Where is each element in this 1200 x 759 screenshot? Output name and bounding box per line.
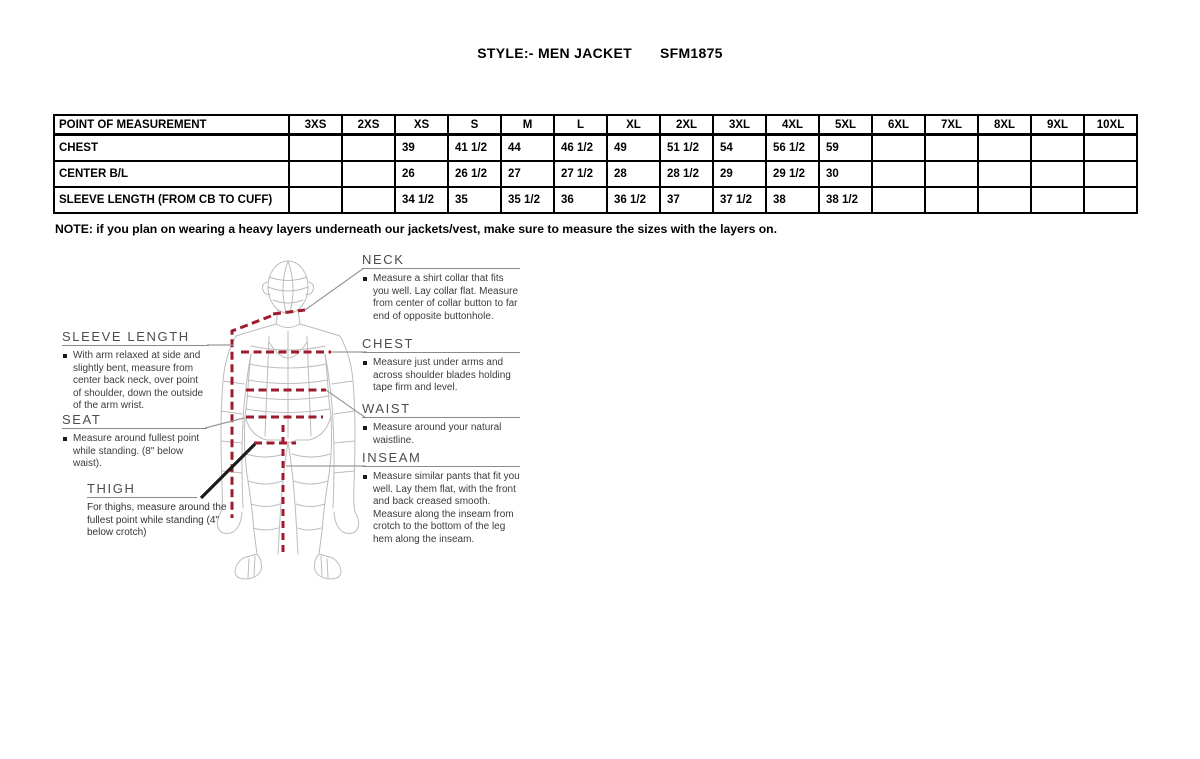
- size-cell: [978, 135, 1031, 162]
- size-cell: 41 1/2: [448, 135, 501, 162]
- size-cell: [925, 161, 978, 187]
- size-cell: [1031, 187, 1084, 213]
- chest-label-block: [362, 336, 520, 395]
- inseam-body: [362, 471, 520, 546]
- size-cell: 39: [395, 135, 448, 162]
- size-cell: 27: [501, 161, 554, 187]
- size-cell: 46 1/2: [554, 135, 607, 162]
- size-column-header: 3XL: [713, 115, 766, 135]
- size-cell: 54: [713, 135, 766, 162]
- size-cell: [289, 161, 342, 187]
- waist-description: Measure around your natural waistline.: [373, 422, 502, 446]
- size-column-header: 6XL: [872, 115, 925, 135]
- sleeve-length-body: [62, 350, 209, 413]
- neck-body: [362, 273, 520, 323]
- size-column-header: S: [448, 115, 501, 135]
- bullet-icon: [363, 475, 367, 479]
- size-table-header-row: [54, 115, 1137, 135]
- size-cell: 49: [607, 135, 660, 162]
- size-cell: [1031, 161, 1084, 187]
- note-text: NOTE: if you plan on wearing a heavy layers underneath our jackets/vest, make sure to measure the sizes with the layers on.: [55, 222, 778, 236]
- style-code: SFM1875: [659, 45, 723, 61]
- size-cell: [925, 187, 978, 213]
- size-cell: [872, 187, 925, 213]
- size-cell: [872, 161, 925, 187]
- seat-description: Measure around fullest point while standing. (8" below waist).: [73, 433, 200, 469]
- size-cell: [342, 161, 395, 187]
- size-table: [53, 114, 1138, 214]
- column-header-point-of-measurement: POINT OF MEASUREMENT: [54, 115, 289, 135]
- thigh-label-block: [87, 481, 237, 540]
- seat-heading: SEAT: [62, 412, 207, 429]
- size-cell: [289, 187, 342, 213]
- measurement-row-label: CHEST: [54, 135, 289, 162]
- waist-heading: WAIST: [362, 401, 520, 418]
- bullet-icon: [63, 437, 67, 441]
- sleeve-length-label-block: [62, 329, 209, 413]
- style-label: STYLE:- MEN JACKET: [477, 45, 632, 61]
- neck-description: Measure a shirt collar that fits you well. Lay collar flat. Measure from center of collar button to far end of opposite buttonhole.: [373, 273, 519, 322]
- seat-label-block: [62, 412, 207, 471]
- size-cell: [1084, 135, 1137, 162]
- size-cell: [872, 135, 925, 162]
- size-cell: 35 1/2: [501, 187, 554, 213]
- size-cell: 29: [713, 161, 766, 187]
- seat-leader-line: [205, 418, 244, 428]
- size-cell: [978, 161, 1031, 187]
- measurement-lines: [232, 310, 331, 556]
- neck-heading: NECK: [362, 252, 520, 269]
- waist-label-block: [362, 401, 520, 447]
- size-cell: [978, 187, 1031, 213]
- size-cell: 29 1/2: [766, 161, 819, 187]
- size-column-header: L: [554, 115, 607, 135]
- neck-label-block: [362, 252, 520, 323]
- size-cell: 30: [819, 161, 872, 187]
- table-row-sleeve-length: [54, 187, 1137, 213]
- size-cell: 51 1/2: [660, 135, 713, 162]
- size-column-header: XL: [607, 115, 660, 135]
- bullet-icon: [63, 354, 67, 358]
- inseam-label-block: [362, 450, 520, 546]
- size-column-header: 7XL: [925, 115, 978, 135]
- size-cell: 26 1/2: [448, 161, 501, 187]
- chest-body: [362, 357, 520, 395]
- chest-description: Measure just under arms and across shoulder blades holding tape firm and level.: [373, 357, 511, 393]
- sleeve-length-heading: SLEEVE LENGTH: [62, 329, 209, 346]
- measurement-row-label: SLEEVE LENGTH (FROM CB TO CUFF): [54, 187, 289, 213]
- size-cell: 37 1/2: [713, 187, 766, 213]
- size-cell: 28: [607, 161, 660, 187]
- thigh-body: [87, 502, 237, 540]
- size-cell: 36 1/2: [607, 187, 660, 213]
- size-column-header: 3XS: [289, 115, 342, 135]
- neck-leader-line: [305, 268, 364, 310]
- bullet-icon: [363, 361, 367, 365]
- size-column-header: 4XL: [766, 115, 819, 135]
- size-cell: [342, 187, 395, 213]
- bullet-icon: [363, 426, 367, 430]
- size-cell: 37: [660, 187, 713, 213]
- sleeve-length-description: With arm relaxed at side and slightly bent, measure from center back neck, over point of shoulder, down the outside of the arm wrist.: [73, 350, 204, 411]
- size-cell: 28 1/2: [660, 161, 713, 187]
- thigh-description: For thighs, measure around the fullest point while standing (4" below crotch): [87, 502, 227, 538]
- size-cell: [342, 135, 395, 162]
- size-cell: 56 1/2: [766, 135, 819, 162]
- size-column-header: XS: [395, 115, 448, 135]
- size-cell: 26: [395, 161, 448, 187]
- size-cell: [1031, 135, 1084, 162]
- measurement-row-label: CENTER B/L: [54, 161, 289, 187]
- size-column-header: 2XL: [660, 115, 713, 135]
- size-cell: 59: [819, 135, 872, 162]
- size-cell: 27 1/2: [554, 161, 607, 187]
- size-cell: [289, 135, 342, 162]
- chest-heading: CHEST: [362, 336, 520, 353]
- size-cell: 38: [766, 187, 819, 213]
- size-column-header: 2XS: [342, 115, 395, 135]
- table-row-center-bl: [54, 161, 1137, 187]
- inseam-description: Measure similar pants that fit you well. Lay them flat, with the front and back creased smooth. Measure along the inseam from crotch to the bottom of the leg hem along the inseam.: [373, 471, 520, 545]
- size-cell: 44: [501, 135, 554, 162]
- size-cell: [1084, 161, 1137, 187]
- waist-body: [362, 422, 520, 447]
- page-title: [0, 45, 1200, 61]
- seat-body: [62, 433, 207, 471]
- inseam-heading: INSEAM: [362, 450, 520, 467]
- size-column-header: 8XL: [978, 115, 1031, 135]
- size-cell: 34 1/2: [395, 187, 448, 213]
- size-cell: 36: [554, 187, 607, 213]
- bullet-icon: [363, 277, 367, 281]
- size-column-header: 5XL: [819, 115, 872, 135]
- size-column-header: 10XL: [1084, 115, 1137, 135]
- size-cell: [1084, 187, 1137, 213]
- size-cell: 35: [448, 187, 501, 213]
- thigh-heading: THIGH: [87, 481, 197, 498]
- size-cell: [925, 135, 978, 162]
- size-cell: 38 1/2: [819, 187, 872, 213]
- size-column-header: M: [501, 115, 554, 135]
- table-row-chest: [54, 135, 1137, 162]
- size-column-header: 9XL: [1031, 115, 1084, 135]
